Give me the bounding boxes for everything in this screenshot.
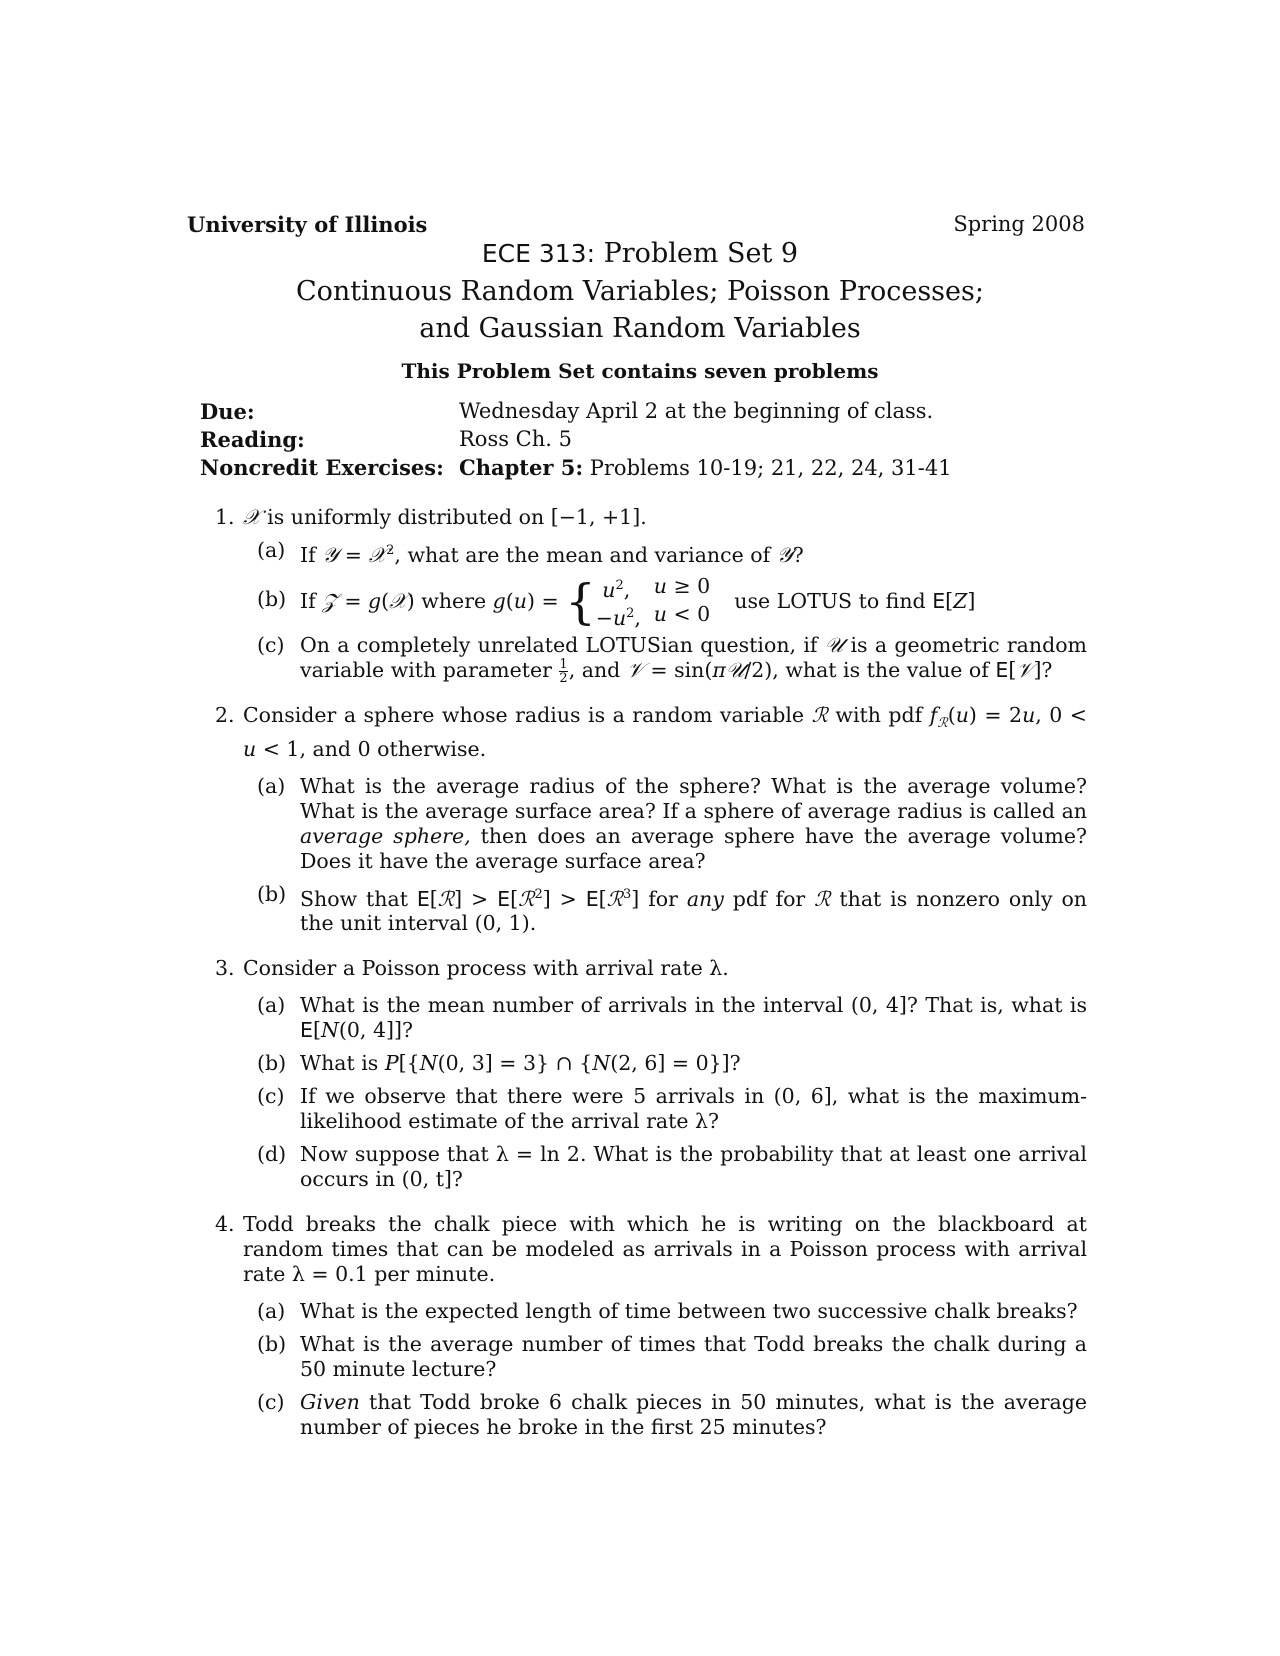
problem-list bbox=[215, 505, 1087, 1460]
problem-2: 2. Consider a sphere whose radius is a random variable ℛ with pdf $f_ℛ(u) = 2u$, 0 < u < 1, and 0 otherwise. (a) What is the average radius of the sphere? What is the average volume? What is the average surface area? If a sphere of average radius is called an average sphere, then does an average sphere have the average volume? Does it have the average surface area? (b) Show that E[ℛ] > E[ℛ$^2$] > E[ℛ$^3$] for any pdf for ℛ that is nonzero only on the unit interval (0, 1). bbox=[215, 703, 1087, 936]
reading-label: Reading: bbox=[200, 427, 305, 452]
exercises-list: Problems 10-19; 21, 22, 24, 31-41 bbox=[589, 456, 952, 480]
due-value: Wednesday April 2 at the beginning of class. bbox=[459, 399, 934, 423]
problem-1c: (c) On a completely unrelated LOTUSian question, if 𝒰 is a geometric random variable with parameter $\frac{1}{2}$ , and 𝒱 = sin(π𝒰/2), what is the value of E[𝒱]? bbox=[257, 633, 1087, 687]
problem-number: 4. bbox=[215, 1212, 235, 1237]
problem-number: 1. bbox=[215, 505, 235, 529]
problem-1b-text: use LOTUS to find bbox=[734, 589, 926, 614]
problem-3a: (a) What is the mean number of arrivals in the interval (0, 4]? That is, what is E[N(0, 4]]? bbox=[257, 993, 1087, 1043]
problem-4a: (a) What is the expected length of time between two successive chalk breaks? bbox=[257, 1299, 1078, 1324]
problem-1a: (a) If 𝒴 = 𝒳$^2$, what are the mean and variance of 𝒴? bbox=[257, 538, 804, 567]
exercises-label: Noncredit Exercises: bbox=[200, 455, 444, 480]
problem-1: 1. 𝒳 is uniformly distributed on [−1, +1]. (a) If 𝒴 = 𝒳$^2$, what are the mean and variance of 𝒴? (b) If 𝒵 = g(𝒳) where g(u) = { $u^2$, u ≥ 0 $-u^2$, u < 0 use LOTUS to find E[Z] (c) On a completely unrelated LOTUSian question, if 𝒰 is a geometric random variable with parameter $\frac{1}{2}$ , and 𝒱 = sin(π𝒰/2), what is the value of E[𝒱]? bbox=[215, 505, 1087, 687]
problem-number: 2. bbox=[215, 703, 235, 728]
problem-number: 3. bbox=[215, 956, 235, 981]
problem-3: 3. Consider a Poisson process with arrival rate λ. (a) What is the mean number of arrivals in the interval (0, 4]? That is, what is E[N(0, 4]]? (b) What is P[{N(0, 3] = 3} ∩ {N(2, 6] = 0}]? (c) If we observe that there were 5 arrivals in (0, 6], what is the maximum-likelihood estimate of the arrival rate λ? (d) Now suppose that λ = ln 2. What is the probability that at least one arrival occurs in (0, t]? bbox=[215, 956, 1087, 1192]
problem-4b: (b) What is the average number of times that Todd breaks the chalk during a 50 minute lecture? bbox=[257, 1332, 1087, 1382]
problem-2b: (b) Show that E[ℛ] > E[ℛ$^2$] > E[ℛ$^3$] for any pdf for ℛ that is nonzero only on the unit interval (0, 1). bbox=[257, 881, 1087, 936]
problem-3c: (c) If we observe that there were 5 arrivals in (0, 6], what is the maximum-likelihood estimate of the arrival rate λ? bbox=[257, 1084, 1087, 1134]
problem-3b: (b) What is P[{N(0, 3] = 3} ∩ {N(2, 6] = 0}]? bbox=[257, 1051, 741, 1076]
term: Spring 2008 bbox=[953, 212, 1085, 236]
problem-3d: (d) Now suppose that λ = ln 2. What is the probability that at least one arrival occurs in (0, t]? bbox=[257, 1142, 1087, 1192]
exercises-value bbox=[459, 455, 952, 480]
contains-note: This Problem Set contains seven problems bbox=[401, 359, 879, 383]
problem-1-text: is uniformly distributed on [−1, +1]. bbox=[267, 505, 647, 529]
subtitle-line-2: and Gaussian Random Variables bbox=[419, 313, 861, 344]
piecewise-function: $u^2$, u ≥ 0 $-u^2$, u < 0 bbox=[595, 573, 711, 630]
due-label: Due: bbox=[200, 399, 255, 424]
exercises-chapter: Chapter 5: bbox=[459, 455, 584, 480]
problem-1a-text: what are the mean and variance of bbox=[407, 542, 771, 567]
problem-4: 4. Todd breaks the chalk piece with which he is writing on the blackboard at random times that can be modeled as arrivals in a Poisson process with arrival rate λ = 0.1 per minute. (a) What is the expected length of time between two successive chalk breaks? (b) What is the average number of times that Todd breaks the chalk during a 50 minute lecture? (c) Given that Todd broke 6 chalk pieces in 50 minutes, what is the average number of pieces he broke in the first 25 minutes? bbox=[215, 1212, 1087, 1440]
title-text: Problem Set 9 bbox=[603, 238, 799, 269]
subtitle-line-1: Continuous Random Variables; Poisson Processes; bbox=[296, 276, 984, 307]
page-title bbox=[0, 238, 1280, 269]
problem-1b: (b) If 𝒵 = g(𝒳) where g(u) = { $u^2$, u ≥ 0 $-u^2$, u < 0 use LOTUS to find E[Z] bbox=[257, 573, 976, 630]
problem-4c: (c) Given that Todd broke 6 chalk pieces in 50 minutes, what is the average number of pieces he broke in the first 25 minutes? bbox=[257, 1390, 1087, 1440]
reading-value: Ross Ch. 5 bbox=[459, 427, 572, 451]
institution-name: University of Illinois bbox=[187, 212, 428, 237]
problem-2a: (a) What is the average radius of the sphere? What is the average volume? What is the average surface area? If a sphere of average radius is called an average sphere, then does an average sphere have the average volume? Does it have the average surface area? bbox=[257, 773, 1087, 873]
course-code: ECE 313: bbox=[481, 239, 596, 268]
